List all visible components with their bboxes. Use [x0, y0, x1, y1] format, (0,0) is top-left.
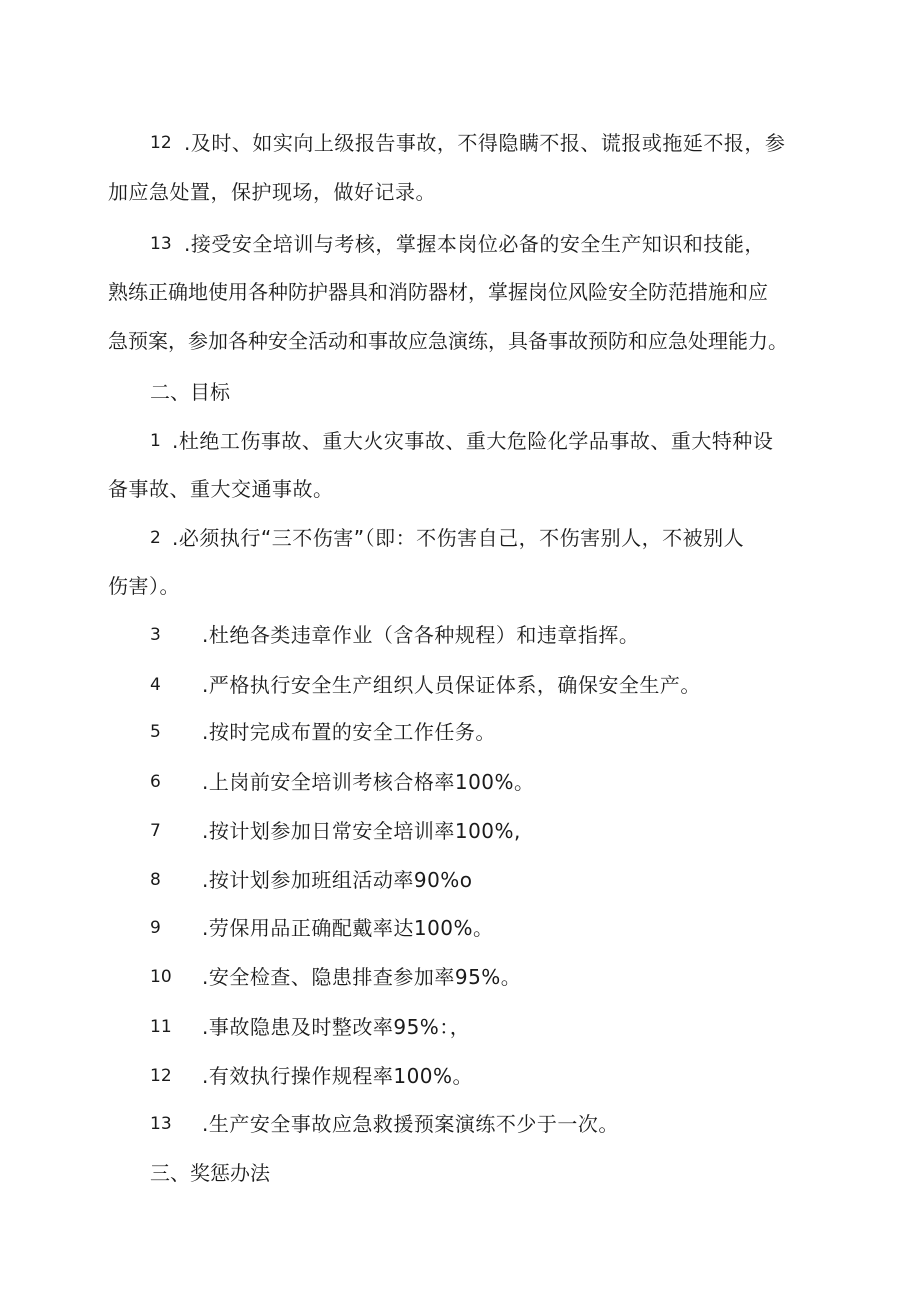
- list-item-text: .按时完成布置的安全工作任务。: [202, 720, 496, 744]
- item-number: 13: [150, 234, 172, 254]
- section-heading: 三、奖惩办法: [150, 1161, 270, 1185]
- item-number: 8: [150, 870, 161, 890]
- list-item-text: .杜绝各类违章作业（含各种规程）和违章指挥。: [202, 623, 640, 647]
- paragraph-line: 急预案，参加各种安全活动和事故应急演练，具备事故预防和应急处理能力。: [108, 329, 788, 353]
- item-number: 6: [150, 772, 161, 792]
- list-item-text: .事故隐患及时整改率95%：，: [202, 1015, 471, 1039]
- paragraph-line: .接受安全培训与考核，掌握本岗位必备的安全生产知识和技能，: [184, 232, 765, 256]
- item-number: 12: [150, 1066, 172, 1086]
- item-number: 3: [150, 625, 161, 645]
- item-number: 7: [150, 821, 161, 841]
- paragraph-line: .及时、如实向上级报告事故，不得隐瞒不报、谎报或拖延不报，参: [184, 131, 786, 155]
- paragraph-line: .必须执行“三不伤害”（即：不伤害自己，不伤害别人，不被别人: [172, 526, 745, 550]
- paragraph-line: 熟练正确地使用各种防护器具和消防器材，掌握岗位风险安全防范措施和应: [108, 280, 768, 304]
- paragraph-line: 备事故、重大交通事故。: [108, 477, 334, 501]
- section-heading: 二、目标: [150, 380, 230, 404]
- list-item-text: .按计划参加班组活动率90%o: [202, 868, 473, 892]
- item-number: 9: [150, 918, 161, 938]
- paragraph-line: 伤害）。: [108, 574, 180, 598]
- list-item-text: .生产安全事故应急救援预案演练不少于一次。: [202, 1112, 619, 1136]
- item-number: 11: [150, 1017, 172, 1037]
- list-item-text: .严格执行安全生产组织人员保证体系，确保安全生产。: [202, 673, 701, 697]
- item-number: 5: [150, 722, 161, 742]
- item-number: 2: [150, 528, 161, 548]
- list-item-text: .劳保用品正确配戴率达100%。: [202, 916, 494, 940]
- item-number: 12: [150, 133, 172, 153]
- item-number: 4: [150, 675, 161, 695]
- item-number: 10: [150, 967, 172, 987]
- list-item-text: .上岗前安全培训考核合格率100%。: [202, 770, 535, 794]
- paragraph-line: 加应急处置，保护现场，做好记录。: [108, 180, 436, 204]
- item-number: 1: [150, 431, 161, 451]
- paragraph-line: .杜绝工伤事故、重大火灾事故、重大危险化学品事故、重大特种设: [172, 429, 774, 453]
- list-item-text: .按计划参加日常安全培训率100%,: [202, 819, 521, 843]
- list-item-text: .有效执行操作规程率100%。: [202, 1064, 474, 1088]
- item-number: 13: [150, 1114, 172, 1134]
- list-item-text: .安全检查、隐患排查参加率95%。: [202, 965, 522, 989]
